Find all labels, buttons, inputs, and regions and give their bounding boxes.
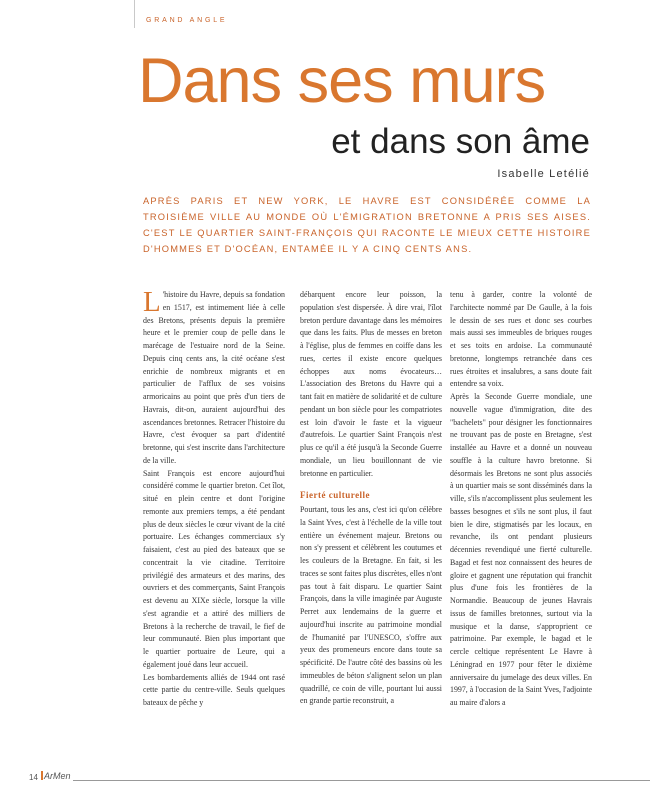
- paragraph: Pourtant, tous les ans, c'est ici qu'on célèbre la Saint Yves, c'est à l'échelle de la ville tout entière un événement majeur. Bretons ou non s'y pressent et célèbrent les coutumes et les couleurs de la Bretagne. En fait, si les traces se sont faites plus discrètes, elles n'ont pas tout à fait disparu. Le quartier Saint François, dans la ville imaginée par Auguste Perret aux lendemains de la guerre et aujourd'hui inscrite au patrimoine mondial de l'humanité par l'UNESCO, s'offre aux yeux des promeneurs encore dans toute sa spécificité. De l'autre côté des bassins où les immeubles de béton s'alignent selon un plan quadrillé, ce coin de ville, pourtant lui aussi en grande partie reconstruit, a: [300, 505, 442, 706]
- top-rule: [134, 0, 135, 28]
- page-number: 14: [29, 773, 38, 782]
- article-subtitle: et dans son âme: [331, 122, 590, 161]
- section-label: GRAND ANGLE: [146, 17, 228, 24]
- paragraph: débarquent encore leur poisson, la population s'est dispersée. À dire vrai, l'îlot breton perdure davantage dans les mémoires que dans les faits. Plus de messes en breton à l'église, plus de femmes en coiffe dans les rues, certes il existe encore quelques échoppes aux noms évocateurs… L'association des Bretons du Havre qui a tant fait en matière de solidarité et de culture pendant un bon siècle pour les compatriotes est loin d'avoir le faste et la vigueur d'autrefois. Le quartier Saint François n'est plus ce qu'il a été jusqu'à la Seconde Guerre mondiale, un lieu bouillonnant de vie bretonne en particulier.: [300, 290, 442, 478]
- paragraph: Après la Seconde Guerre mondiale, une nouvelle vague d'immigration, dite des "bachelets" pour désigner les fonctionnaires ne trouvant pas de poste en Bretagne, s'est installée au Havre et a donné un nouveau souffle à la culture havro bretonne. Si désormais les Bretons ne sont plus associés à un quartier mais se sont disséminés dans la ville, s'ils n'accomplissent plus seulement les basses besognes et s'ils ne sont plus, il faut bien le dire, stigmatisés par les locaux, en revanche, ils ont pendant plusieurs décennies revendiqué une fierté culturelle. Bagad et fest noz connaissent des heures de gloire et gagnent une réputation qui franchit plus d'une fois les frontières de la Normandie. Beaucoup de jeunes Havrais issus de familles bretonnes, surtout via la musique et la danse, s'approprient ce patrimoine. Par exemple, le bagad et le cercle celtique représentent Le Havre à Léningrad en 1977 pour fêter le dixième anniversaire du jumelage des deux villes. En 1997, à l'occasion de la Saint Yves, l'adjointe au maire d'alors a: [450, 392, 592, 707]
- drop-cap: L: [143, 286, 161, 318]
- article-title: Dans ses murs: [138, 46, 546, 116]
- page-footer: [0, 770, 650, 790]
- paragraph: tenu à garder, contre la volonté de l'architecte nommé par De Gaulle, à la fois le dessin de ses rues et donc ses courbes mais aussi ses immeubles de briques rouges et ses toits en ardoise. La communauté bretonne, longtemps retranchée dans ces rues étroites et insalubres, a sans doute fait entendre sa voix.: [450, 290, 592, 389]
- paragraph: [143, 286, 285, 468]
- article-lede: APRÈS PARIS ET NEW YORK, LE HAVRE EST CONSIDÉRÉE COMME LA TROISIÈME VILLE AU MONDE OÙ L'ÉMIGRATION BRETONNE A PRIS SES AISES. C'EST LE QUARTIER SAINT-FRANÇOIS QUI RACONTE LE MIEUX CETTE HISTOIRE D'HOMMES ET D'OCÉAN, ENTAMÉE IL Y A CINQ CENTS ANS.: [143, 196, 591, 254]
- author-byline: Isabelle Letélié: [497, 168, 590, 180]
- text-column-3: [450, 289, 592, 710]
- magazine-logo: [39, 771, 73, 783]
- paragraph: Les bombardements alliés de 1944 ont rasé cette partie du centre-ville. Seuls quelques bateaux de pêche y: [143, 672, 285, 707]
- logo-mark-icon: [41, 771, 43, 780]
- paragraph-text: 'histoire du Havre, depuis sa fondation en 1517, est intimement liée à celle des Bretons, présents depuis la première heure et le premier coup de pelle dans le marécage de l'estuaire nord de la Seine. Depuis cinq cents ans, la cité océane s'est enrichie de nombreux migrants et en particulier de l'afflux de ses voisins armoricains au point que près d'un tiers de Havrais, dit-on, auraient aujourd'hui des ascendances bretonnes. Retracer l'histoire du Havre, c'est évoquer sa part d'identité bretonne, qui s'est inscrite dans l'architecture de la ville.: [143, 290, 285, 465]
- section-subheading: Fierté culturelle: [300, 490, 371, 501]
- footer-rule: [50, 780, 650, 781]
- paragraph: Saint François est encore aujourd'hui considéré comme le quartier breton. Cet îlot, situé en plein centre et dont l'origine remonte aux premiers temps, a été pendant plus de deux siècles le cœur vivant de la cité portuaire. Les échanges commerciaux s'y faisaient, c'est au pied des bateaux que se concentrait la vie citadine. Territoire privilégié des armateurs et des marins, des ouvriers et des commerçants, Saint François est devenu au XIXe siècle, lorsque la ville s'est agrandie et a attiré des milliers de Bretons à la recherche de travail, le fief de leur communauté. Bien plus important que le quartier portuaire de Leure, qui a également joué dans leur accueil.: [143, 468, 285, 669]
- text-column-1: [143, 286, 285, 710]
- text-column-2: [300, 289, 442, 708]
- logo-text: ArMen: [44, 771, 71, 781]
